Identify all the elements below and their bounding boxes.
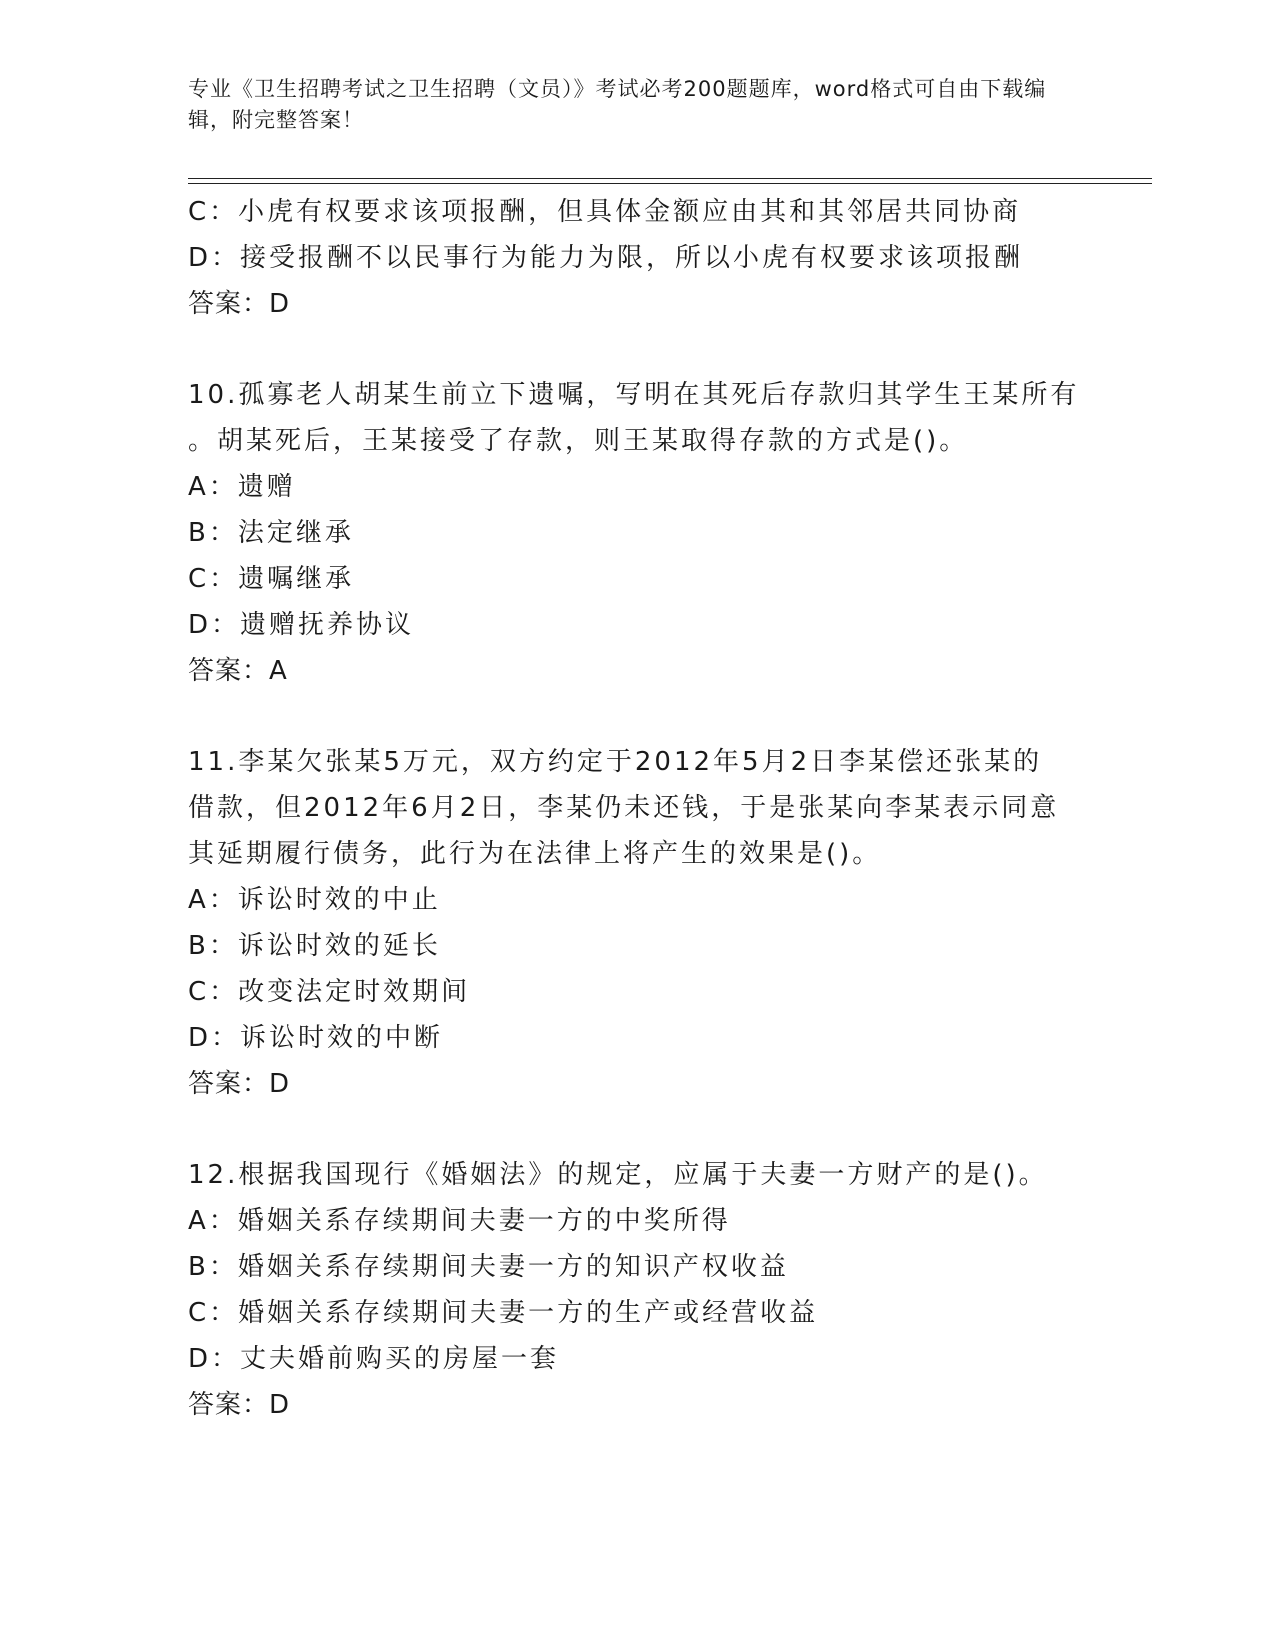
- spacer: [188, 1107, 1088, 1152]
- document-header: 专业《卫生招聘考试之卫生招聘（文员）》考试必考200题题库，word格式可自由下载编辑，附完整答案！: [188, 77, 1047, 132]
- document-body: [188, 189, 1088, 1428]
- spacer: [188, 694, 1088, 739]
- continued-question: [188, 189, 1088, 327]
- question-text: 10.孤寡老人胡某生前立下遗嘱，写明在其死后存款归其学生王某所有: [188, 380, 1080, 410]
- header-rule-top: [188, 178, 1152, 179]
- spacer: [188, 327, 1088, 372]
- option-d: D：遗赠抚养协议: [188, 610, 415, 640]
- option-c: C：遗嘱继承: [188, 564, 355, 594]
- question-11: [188, 739, 1088, 1107]
- option-c: C：小虎有权要求该项报酬，但具体金额应由其和其邻居共同协商: [188, 197, 1022, 227]
- option-b: B：法定继承: [188, 518, 354, 548]
- question-text: 11.李某欠张某5万元，双方约定于2012年5月2日李某偿还张某的: [188, 747, 1043, 777]
- question-text: 。胡某死后，王某接受了存款，则王某取得存款的方式是()。: [188, 426, 969, 456]
- option-b: B：诉讼时效的延长: [188, 931, 441, 961]
- option-c: C：改变法定时效期间: [188, 977, 471, 1007]
- question-10: [188, 372, 1088, 694]
- question-12: [188, 1152, 1088, 1428]
- option-b: B：婚姻关系存续期间夫妻一方的知识产权收益: [188, 1252, 789, 1282]
- option-d: D：接受报酬不以民事行为能力为限，所以小虎有权要求该项报酬: [188, 243, 1024, 273]
- answer-line: 答案：D: [188, 1390, 291, 1420]
- option-a: A：婚姻关系存续期间夫妻一方的中奖所得: [188, 1206, 731, 1236]
- answer-line: 答案：D: [188, 289, 291, 319]
- answer-line: 答案：D: [188, 1069, 291, 1099]
- option-c: C：婚姻关系存续期间夫妻一方的生产或经营收益: [188, 1298, 819, 1328]
- option-a: A：诉讼时效的中止: [188, 885, 441, 915]
- option-d: D：诉讼时效的中断: [188, 1023, 444, 1053]
- question-text: 12.根据我国现行《婚姻法》的规定，应属于夫妻一方财产的是()。: [188, 1160, 1048, 1190]
- question-text: 借款，但2012年6月2日，李某仍未还钱，于是张某向李某表示同意: [188, 793, 1060, 823]
- option-a: A：遗赠: [188, 472, 296, 502]
- answer-line: 答案：A: [188, 656, 288, 686]
- option-d: D：丈夫婚前购买的房屋一套: [188, 1344, 560, 1374]
- question-text: 其延期履行债务，此行为在法律上将产生的效果是()。: [188, 839, 882, 869]
- header-rule-bottom: [188, 183, 1152, 184]
